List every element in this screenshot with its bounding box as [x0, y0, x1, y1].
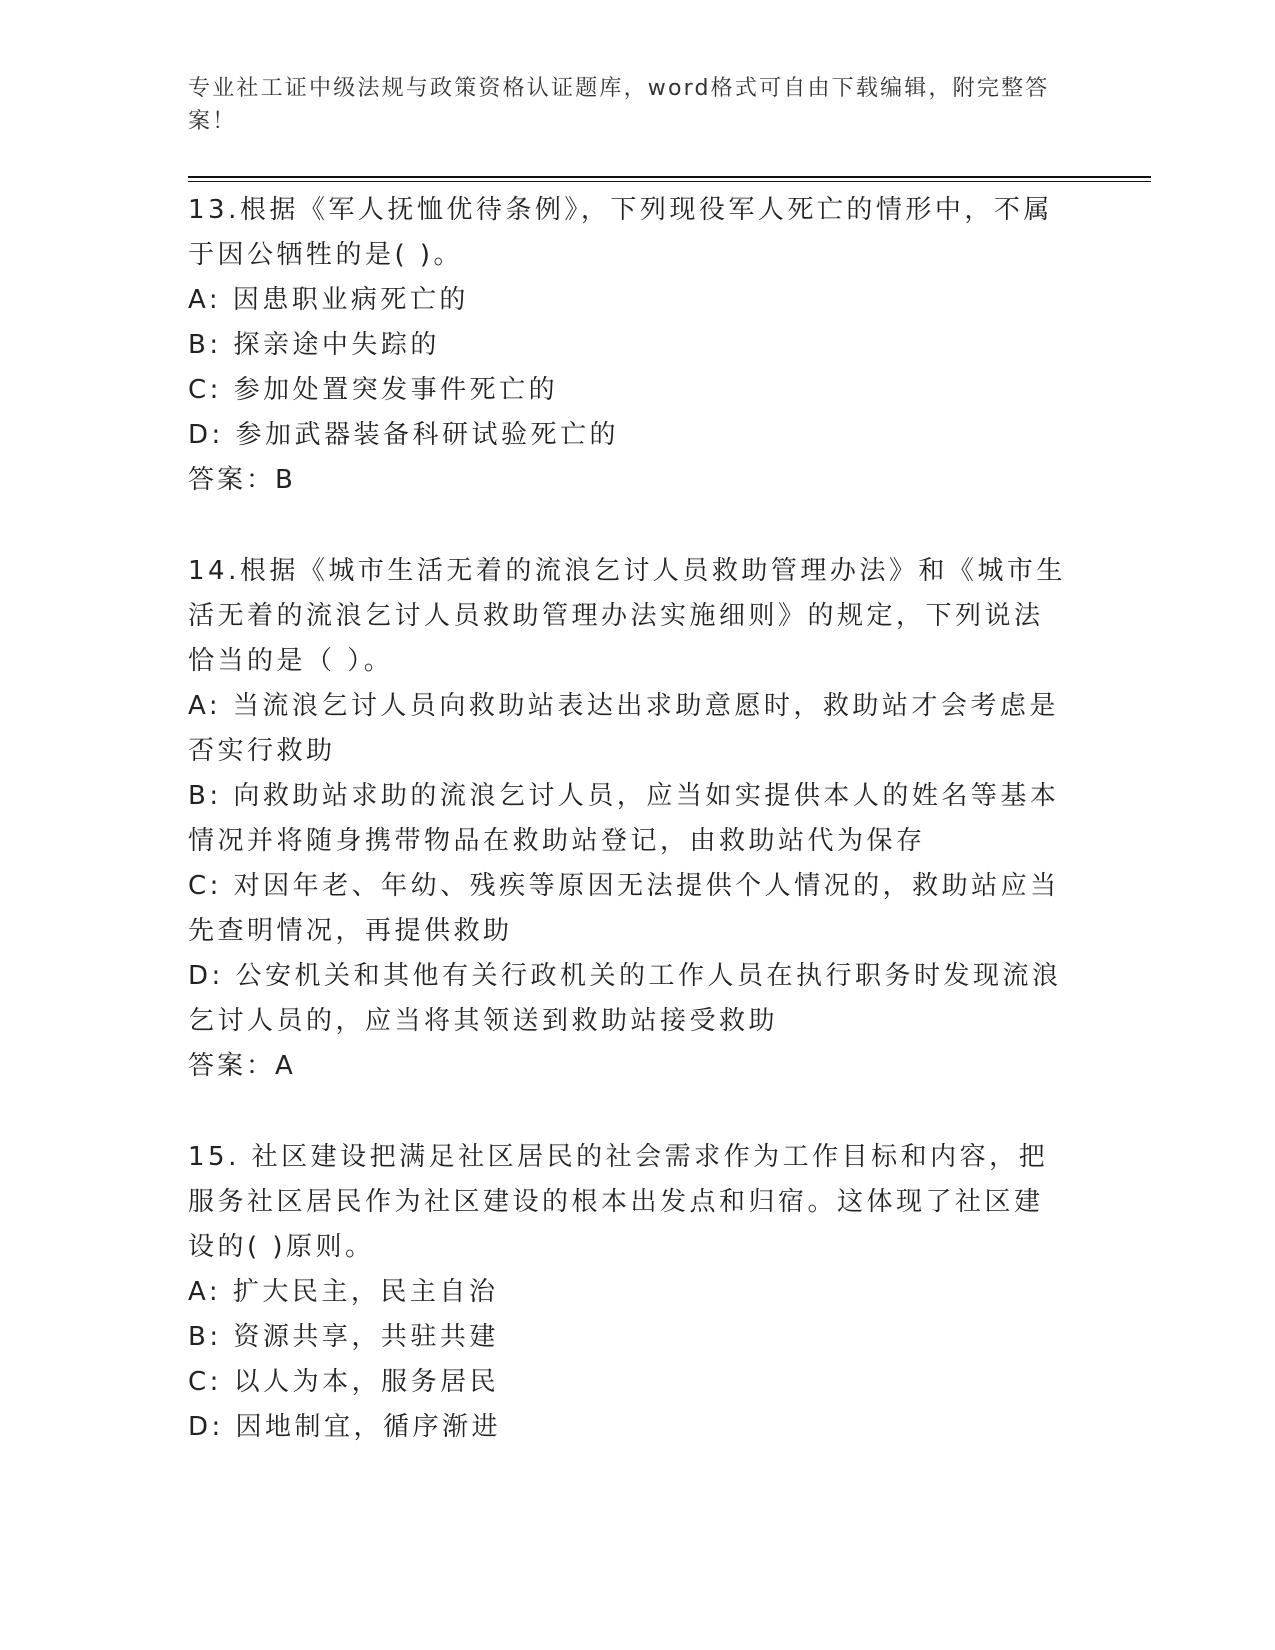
- answer-line: 答案：B: [188, 465, 296, 495]
- option-d: D: 参加武器装备科研试验死亡的: [188, 420, 620, 450]
- option-b: B: 探亲途中失踪的: [188, 330, 440, 360]
- option-c: C: 对因年老、年幼、残疾等原因无法提供个人情况的，救助站应当先查明情况，再提供救助: [188, 871, 1060, 946]
- question-13: [188, 188, 1068, 503]
- option-a: A: 当流浪乞讨人员向救助站表达出求助意愿时，救助站才会考虑是否实行救助: [188, 691, 1059, 766]
- question-stem: 13.根据《军人抚恤优待条例》，下列现役军人死亡的情形中，不属于因公牺牲的是( )。: [188, 195, 1053, 270]
- option-c: C: 以人为本，服务居民: [188, 1367, 500, 1397]
- option-list: [188, 1270, 1068, 1450]
- page-header: 专业社工证中级法规与政策资格认证题库，word格式可自由下载编辑，附完整答案！: [188, 76, 1050, 134]
- option-b: B: 资源共享，共驻共建: [188, 1322, 499, 1352]
- option-list: [188, 278, 1068, 458]
- header-divider: [188, 176, 1151, 182]
- option-b: B: 向救助站求助的流浪乞讨人员，应当如实提供本人的姓名等基本情况并将随身携带物品在救助站登记，由救助站代为保存: [188, 781, 1060, 856]
- question-stem: 15. 社区建设把满足社区居民的社会需求作为工作目标和内容，把服务社区居民作为社区建设的根本出发点和归宿。这体现了社区建设的( )原则。: [188, 1142, 1049, 1262]
- question-list: [188, 188, 1068, 1496]
- option-a: A: 扩大民主，民主自治: [188, 1277, 499, 1307]
- option-d: D: 公安机关和其他有关行政机关的工作人员在执行职务时发现流浪乞讨人员的，应当将其领送到救助站接受救助: [188, 961, 1062, 1036]
- option-c: C: 参加处置突发事件死亡的: [188, 375, 559, 405]
- question-15: [188, 1135, 1068, 1450]
- option-a: A: 因患职业病死亡的: [188, 285, 469, 315]
- question-14: [188, 549, 1068, 1089]
- question-stem: 14.根据《城市生活无着的流浪乞讨人员救助管理办法》和《城市生活无着的流浪乞讨人员救助管理办法实施细则》的规定，下列说法恰当的是（ ）。: [188, 556, 1066, 676]
- answer-line: 答案：A: [188, 1051, 296, 1081]
- option-d: D: 因地制宜，循序渐进: [188, 1412, 502, 1442]
- option-list: [188, 684, 1068, 1044]
